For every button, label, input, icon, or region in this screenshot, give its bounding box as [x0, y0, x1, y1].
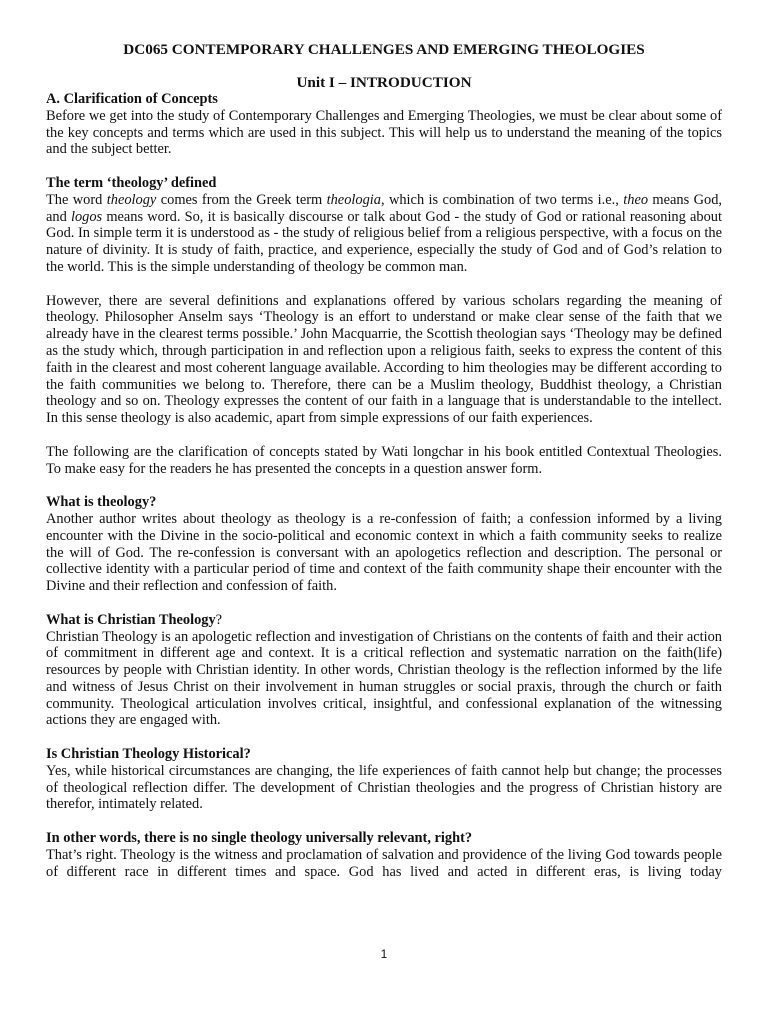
- paragraph-theology-defined: The word theology comes from the Greek term theologia, which is combination of two terms i.e., theo means God, and logos means word. So, it is basically discourse or talk about God - the study of God or rational reasoning about God. In simple term it is understood as - the study of religious belief from a religious perspective, with a focus on the nature of divinity. It is study of faith, practice, and experience, especially the study of God and of God’s relation to the world. This is the simple understanding of theology be common man.: [46, 191, 722, 275]
- section-heading-what-is-theology: What is theology?: [46, 494, 157, 511]
- page-number: 1: [380, 947, 388, 961]
- section-heading-theology-defined: The term ‘theology’ defined: [46, 174, 217, 191]
- paragraph-no-single-theology: That’s right. Theology is the witness and proclamation of salvation and providence of the living God towards people of different race in different times and space. God has lived and acted in different eras, is living today: [46, 846, 722, 880]
- term-theologia: theologia: [326, 191, 381, 208]
- document-title: DC065 CONTEMPORARY CHALLENGES AND EMERGING THEOLOGIES: [123, 41, 645, 58]
- section-heading-no-single-theology: In other words, there is no single theology universally relevant, right?: [46, 830, 473, 847]
- paragraph-wati-longchar: The following are the clarification of concepts stated by Wati longchar in his book entitled Contextual Theologies. To make easy for the readers he has presented the concepts in a question answer form.: [46, 443, 722, 477]
- paragraph-historical: Yes, while historical circumstances are changing, the life experiences of faith cannot help but change; the processes of theological reflection differ. The development of Christian theologies and the progress of Christian history are therefor, intimately related.: [46, 762, 722, 813]
- unit-title: Unit I – INTRODUCTION: [296, 74, 472, 91]
- paragraph-what-is-theology: Another author writes about theology as theology is a re-confession of faith; a confession informed by a living encounter with the Divine in the socio-political and economic context in which a faith community seeks to realize the will of God. The re-confession is conversant with an apologetics reflection and description. The personal or collective identity with a particular period of time and context of the faith community shape their encounter with the Divine and their reflection and confession of faith.: [46, 510, 722, 595]
- paragraph-definitions: However, there are several definitions and explanations offered by various scholars regarding the meaning of theology. Philosopher Anselm says ‘Theology is an effort to understand or make clear sense of the faith that we already have in the clearest terms possible.’ John Macquarrie, the Scottish theologian says ‘Theology may be defined as the study which, through participation in and reflection upon a religious faith, seeks to express the content of this faith in the clearest and most coherent language available. According to him theologies may be different according to the faith communities we belong to. Therefore, there can be a Muslim theology, Buddhist theology, a Christian theology and so on. Theology expresses the content of our faith in a language that is understandable to the intellect. In this sense theology is also academic, apart from simple expressions of our faith experiences.: [46, 292, 722, 427]
- paragraph-clarification: Before we get into the study of Contemporary Challenges and Emerging Theologies, we must be clear about some of the key concepts and terms which are used in this subject. This will help us to understand the meaning of the topics and the subject better.: [46, 107, 722, 158]
- section-heading-historical: Is Christian Theology Historical?: [46, 746, 251, 763]
- section-heading-clarification: A. Clarification of Concepts: [46, 91, 218, 107]
- term-theo: theo: [623, 191, 649, 208]
- term-theology: theology: [106, 191, 157, 208]
- paragraph-christian-theology: Christian Theology is an apologetic reflection and investigation of Christians on the contents of faith and their action of commitment in different age and context. It is a critical reflection and systematic narration on the faith(life) resources by people with Christian identity. In other words, Christian theology is the reflection informed by the life and witness of Jesus Christ on their involvement in human struggles or social praxis, through the church or faith community. Theological articulation involves critical, insightful, and confessional explanation of the witnessing actions they are engaged with.: [46, 628, 722, 729]
- section-heading-christian-theology: What is Christian Theology?: [46, 611, 223, 628]
- term-logos: logos: [70, 208, 103, 225]
